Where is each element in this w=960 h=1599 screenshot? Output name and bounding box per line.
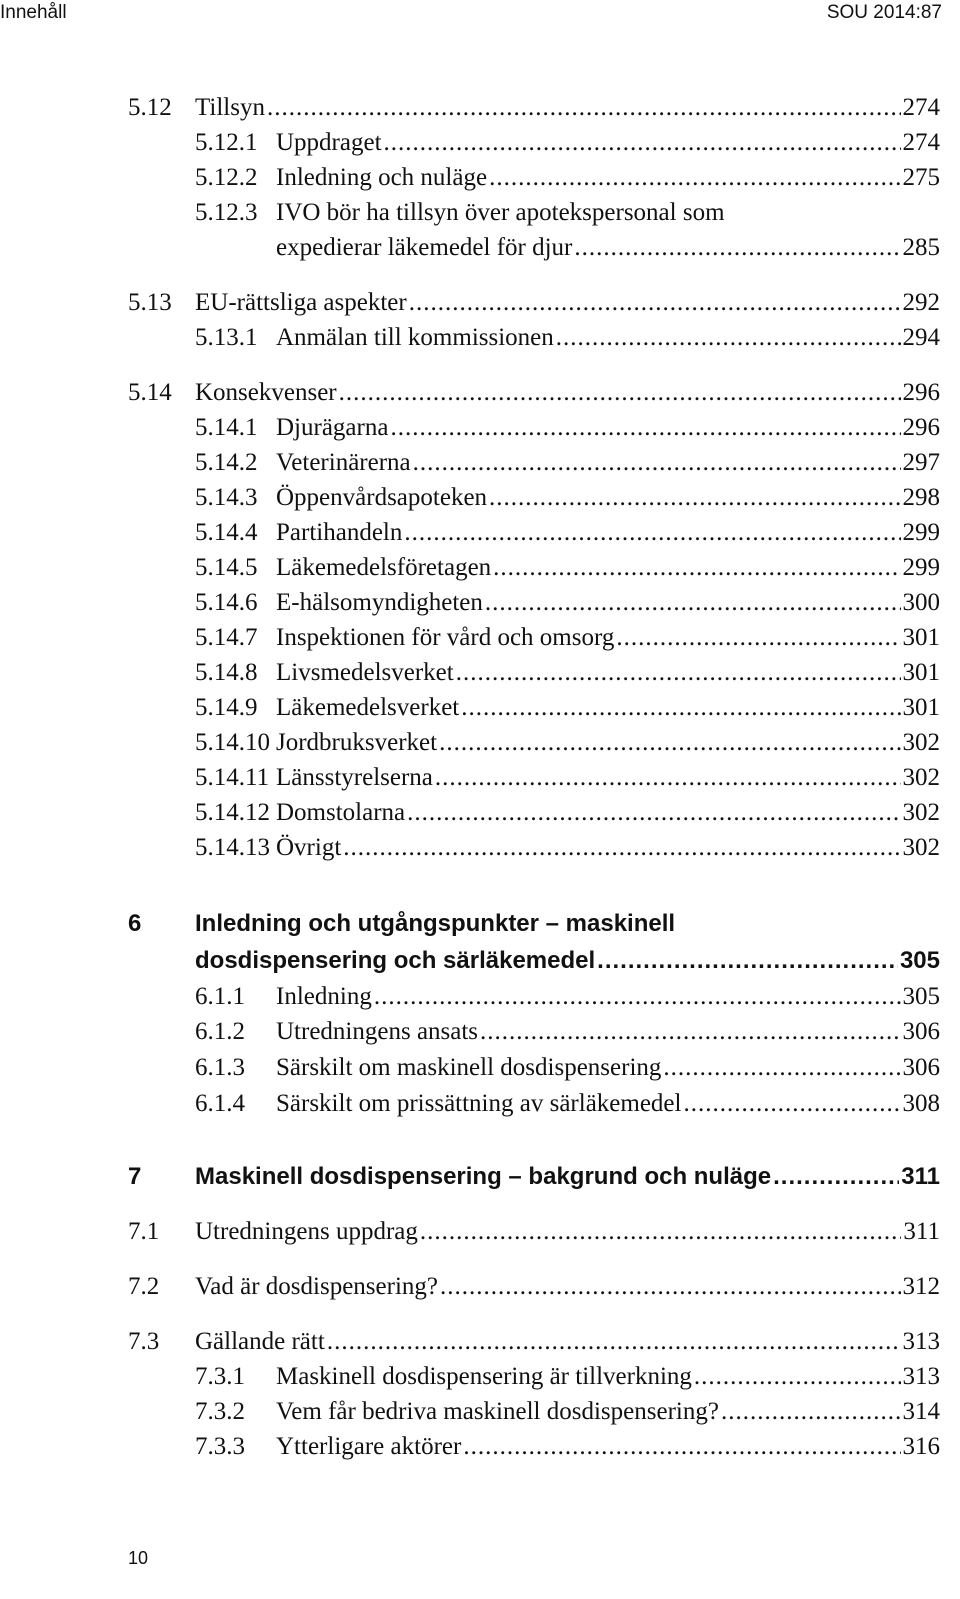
toc-entry[interactable] [0, 980, 960, 1014]
toc-number: 7.3.1 [195, 1363, 245, 1390]
toc-entry[interactable] [0, 1395, 960, 1429]
toc-title: Läkemedelsverket [276, 694, 460, 721]
toc-title: Inspektionen för vård och omsorg [276, 624, 615, 651]
toc-title: EU-rättsliga aspekter [195, 289, 407, 316]
dot-leader [404, 516, 900, 550]
toc-title: Särskilt om prissättning av särläkemedel [276, 1090, 682, 1117]
toc-entry[interactable] [0, 796, 960, 830]
toc-title: Maskinell dosdispensering är tillverkning [276, 1363, 692, 1390]
toc-entry[interactable] [0, 1215, 960, 1249]
toc-entry[interactable] [0, 656, 960, 690]
toc-chapter-continuation[interactable] [0, 943, 960, 979]
page-number: 10 [128, 1548, 149, 1568]
toc-page: 316 [902, 1433, 940, 1460]
toc-entry[interactable] [0, 411, 960, 445]
toc-title: Utredningens ansats [276, 1018, 479, 1045]
toc-page: 306 [902, 1018, 940, 1045]
toc-entry[interactable] [0, 481, 960, 515]
toc-entry[interactable] [0, 516, 960, 550]
dot-leader [439, 726, 900, 760]
toc-page: 313 [902, 1363, 940, 1390]
chapter-number: 7 [128, 1163, 142, 1190]
toc-title: Inledning och nuläge [276, 164, 488, 191]
toc-title: Utredningens uppdrag [195, 1218, 418, 1245]
toc-title: Veterinärerna [276, 449, 411, 476]
toc-number: 5.14.9 [195, 694, 258, 721]
dot-leader [440, 1270, 901, 1304]
dot-leader [343, 831, 900, 865]
dot-leader [456, 656, 901, 690]
toc-title: Övrigt [276, 834, 342, 861]
toc-title: Inledning [276, 983, 372, 1010]
toc-entry[interactable] [0, 376, 960, 410]
toc-number: 5.14.1 [195, 414, 258, 441]
dot-leader [694, 1360, 901, 1394]
dot-leader [616, 621, 900, 655]
dot-leader [384, 126, 901, 160]
dot-leader [435, 761, 901, 795]
toc-page: 297 [902, 449, 940, 476]
dot-leader [597, 943, 898, 979]
toc-entry[interactable] [0, 691, 960, 725]
dot-leader [683, 1087, 900, 1121]
toc-title: Uppdraget [276, 129, 382, 156]
toc-number: 6.1.1 [195, 983, 245, 1010]
toc-number: 6.1.3 [195, 1054, 245, 1081]
dot-leader [339, 376, 901, 410]
toc-number: 5.14.6 [195, 589, 258, 616]
dot-leader [489, 481, 900, 515]
dot-leader [463, 1430, 900, 1464]
dot-leader [485, 586, 901, 620]
toc-page: 311 [903, 1218, 940, 1245]
chapter-page: 305 [899, 947, 940, 974]
toc-title: Djurägarna [276, 414, 389, 441]
toc-title: expedierar läkemedel för djur [276, 234, 573, 261]
toc-number: 5.14.4 [195, 519, 258, 546]
dot-leader [480, 1015, 900, 1049]
toc-title: Länsstyrelserna [276, 764, 433, 791]
toc-entry[interactable] [0, 1360, 960, 1394]
toc-entry[interactable] [0, 1270, 960, 1304]
toc-entry[interactable] [0, 726, 960, 760]
toc-page: 302 [902, 764, 940, 791]
toc-number: 5.14.13 [195, 834, 270, 861]
dot-leader [556, 321, 901, 355]
toc-number: 5.12 [128, 94, 172, 121]
toc-page: 312 [902, 1273, 940, 1300]
toc-entry[interactable] [0, 621, 960, 655]
dot-leader [773, 1159, 899, 1195]
toc-number: 6.1.2 [195, 1018, 245, 1045]
dot-leader [407, 796, 900, 830]
toc-number: 7.3 [128, 1328, 160, 1355]
toc-entry[interactable] [0, 446, 960, 480]
toc-number: 5.13 [128, 289, 172, 316]
toc-title: Konsekvenser [195, 379, 337, 406]
toc-page: 298 [902, 484, 940, 511]
toc-title: Läkemedelsföretagen [276, 554, 492, 581]
dot-leader [721, 1395, 901, 1429]
toc-title: Jordbruksverket [276, 729, 438, 756]
toc-number: 5.14 [128, 379, 172, 406]
chapter-title: Maskinell dosdispensering – bakgrund och nuläge [195, 1163, 772, 1190]
toc-entry[interactable] [0, 161, 960, 195]
toc-number: 7.1 [128, 1218, 160, 1245]
toc-title: Vad är dosdispensering? [195, 1273, 438, 1300]
toc-number: 5.14.3 [195, 484, 258, 511]
toc-page: 302 [902, 729, 940, 756]
toc-entry[interactable] [0, 551, 960, 585]
toc-title: Anmälan till kommissionen [276, 324, 554, 351]
dot-leader [574, 231, 900, 265]
toc-page: 292 [902, 289, 940, 316]
toc-title: Tillsyn [195, 94, 265, 121]
toc-page: 302 [902, 834, 940, 861]
toc-page: 275 [902, 164, 940, 191]
toc-number: 5.14.11 [195, 764, 270, 791]
dot-leader [409, 286, 901, 320]
toc-number: 7.2 [128, 1273, 160, 1300]
toc-page: 299 [902, 519, 940, 546]
toc-title-line1: IVO bör ha tillsyn över apotekspersonal som [276, 199, 725, 226]
dot-leader [374, 980, 901, 1014]
toc-page: 285 [902, 234, 940, 261]
toc-title: Livsmedelsverket [276, 659, 454, 686]
toc-number: 5.12.1 [195, 129, 258, 156]
toc-title: Ytterligare aktörer [276, 1433, 462, 1460]
toc-number: 5.14.2 [195, 449, 258, 476]
toc-entry-continuation[interactable] [0, 231, 960, 265]
toc-entry[interactable] [0, 1051, 960, 1085]
toc-entry[interactable] [0, 831, 960, 865]
toc-number: 6.1.4 [195, 1090, 245, 1117]
toc-page: 313 [902, 1328, 940, 1355]
toc-number: 5.14.10 [195, 729, 270, 756]
dot-leader [413, 446, 901, 480]
toc-entry[interactable] [0, 1087, 960, 1121]
toc-entry[interactable] [0, 1015, 960, 1049]
dot-leader [420, 1215, 902, 1249]
dot-leader [663, 1051, 900, 1085]
toc-title: Vem får bedriva maskinell dosdispensering? [276, 1398, 719, 1425]
dot-leader [489, 161, 900, 195]
toc-title: Partihandeln [276, 519, 403, 546]
chapter-title-line1: Inledning och utgångspunkter – maskinell [195, 910, 676, 937]
toc-number: 5.14.5 [195, 554, 258, 581]
toc-page: 302 [902, 799, 940, 826]
toc-number: 5.14.12 [195, 799, 270, 826]
toc-page: 296 [902, 379, 940, 406]
dot-leader [390, 411, 900, 445]
toc-number: 5.12.2 [195, 164, 258, 191]
toc-title: Domstolarna [276, 799, 406, 826]
toc-title: Särskilt om maskinell dosdispensering [276, 1054, 662, 1081]
toc-page: 305 [902, 983, 940, 1010]
toc-entry[interactable] [0, 1430, 960, 1464]
toc-title: E-hälsomyndigheten [276, 589, 483, 616]
toc-number: 5.14.8 [195, 659, 258, 686]
toc-page: 294 [902, 324, 940, 351]
dot-leader [267, 91, 901, 125]
toc-page: 301 [902, 694, 940, 721]
toc-entry[interactable] [0, 761, 960, 795]
toc-entry[interactable] [0, 126, 960, 160]
toc-page: 301 [902, 659, 940, 686]
chapter-page: 311 [901, 1163, 940, 1190]
dot-leader [327, 1325, 901, 1359]
toc-page: 300 [902, 589, 940, 616]
toc-number: 5.13.1 [195, 324, 258, 351]
toc-entry[interactable] [0, 321, 960, 355]
toc-page: 308 [902, 1090, 940, 1117]
dot-leader [461, 691, 900, 725]
toc-entry[interactable] [0, 286, 960, 320]
toc-page: 274 [902, 94, 940, 121]
toc-page: 306 [902, 1054, 940, 1081]
toc-number: 5.12.3 [195, 199, 258, 226]
dot-leader [493, 551, 900, 585]
running-header-report-id: SOU 2014:87 [826, 2, 942, 23]
toc-title: Gällande rätt [195, 1328, 325, 1355]
toc-entry[interactable] [0, 586, 960, 620]
toc-entry[interactable] [0, 91, 960, 125]
toc-page: 274 [902, 129, 940, 156]
toc-number: 5.14.7 [195, 624, 258, 651]
toc-page: 314 [902, 1398, 940, 1425]
toc-page: 299 [902, 554, 940, 581]
toc-entry[interactable] [0, 1325, 960, 1359]
toc-number: 7.3.2 [195, 1398, 245, 1425]
toc-entry-multiline[interactable] [0, 196, 960, 230]
chapter-number: 6 [128, 910, 142, 937]
toc-chapter-entry[interactable] [0, 1159, 960, 1195]
chapter-title: dosdispensering och särläkemedel [195, 947, 596, 974]
toc-number: 7.3.3 [195, 1433, 245, 1460]
toc-title: Öppenvårdsapoteken [276, 484, 488, 511]
running-header-section: Innehåll [0, 2, 67, 23]
toc-page: 301 [902, 624, 940, 651]
toc-page: 296 [902, 414, 940, 441]
